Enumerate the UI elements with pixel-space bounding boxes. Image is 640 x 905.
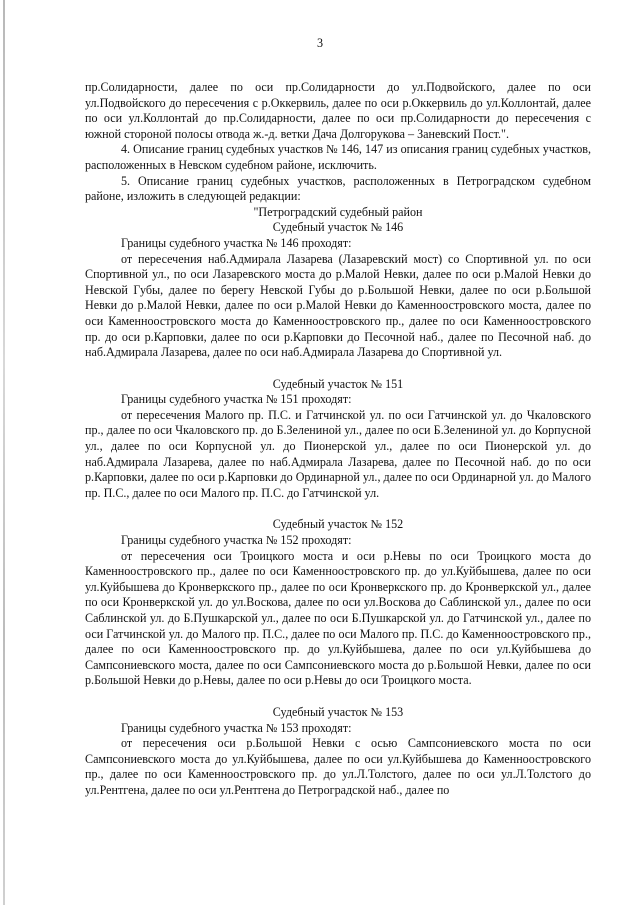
section-heading: Судебный участок № 146 [272, 220, 404, 235]
page-number: 3 [316, 36, 324, 50]
section-gap [85, 501, 591, 517]
paragraph: от пересечения наб.Адмирала Лазарева (Лазаревский мост) со Спортивной ул. по оси Спортивной ул., по оси Лазаревского моста до р.Малой Невки, далее по оси р.Малой Невки до Невской Губы, далее по берегу Невской Губы до р.Большой Невки, далее по оси р.Большой Невки до р.Малой Невки, далее по оси р.Малой Невки до Каменноостровского моста, далее по оси Каменноостровского моста до Каменноостровского пр., далее по оси Каменноостровского пр. до оси р.Карповки, далее по оси р.Карповки до Песочной наб., далее по Песочной наб. до наб.Адмирала Лазарева, далее по оси наб.Адмирала Лазарева до Спортивной ул. [85, 251, 591, 360]
document-body [85, 80, 591, 799]
section-gap [85, 361, 591, 377]
paragraph: от пересечения Малого пр. П.С. и Гатчинской ул. по оси Гатчинской ул. до Чкаловского пр., далее по оси Чкаловского пр. до Б.Зелениной ул., далее по оси Б.Зелениной ул. до Корпусной ул., далее по оси Корпусной ул. до Пионерской ул., далее по оси Пионерской ул. до наб.Адмирала Лазарева, далее по наб.Адмирала Лазарева, далее по Песочной наб. до по оси р.Карповки, далее по оси р.Карповки до Ординарной ул., далее по оси Ординарной ул. до Малого пр. П.С., далее по оси Малого пр. П.С. до Гатчинской ул. [85, 407, 591, 500]
section-heading: Судебный участок № 153 [272, 704, 404, 719]
paragraph: пр.Солидарности, далее по оси пр.Солидарности до ул.Подвойского, далее по оси ул.Подвойского до пересечения с р.Оккервиль, далее по оси р.Оккервиль до ул.Коллонтай, далее по оси ул.Коллонтай до пр.Солидарности, далее по оси пр.Солидарности до пересечения с южной стороной полосы отвода ж.-д. ветки Дача Долгорукова – Заневский Пост.". [85, 80, 591, 141]
paragraph: Границы судебного участка № 152 проходят: [121, 533, 352, 548]
section-heading: "Петроградский судебный район [253, 204, 423, 219]
paragraph: Границы судебного участка № 146 проходят: [121, 235, 352, 250]
paragraph: 5. Описание границ судебных участков, расположенных в Петроградском судебном районе, изложить в следующей редакции: [85, 173, 591, 204]
section-heading: Судебный участок № 151 [272, 376, 404, 391]
scan-left-edge [3, 0, 5, 905]
paragraph: Границы судебного участка № 151 проходят: [121, 392, 352, 407]
section-heading: Судебный участок № 152 [272, 517, 404, 532]
section-gap [85, 689, 591, 705]
paragraph: 4. Описание границ судебных участков № 146, 147 из описания границ судебных участков, расположенных в Невском судебном районе, исключить. [85, 142, 591, 172]
paragraph: от пересечения оси Троицкого моста и оси р.Невы по оси Троицкого моста до Каменноостровского пр., далее по оси Каменноостровского пр. до ул.Куйбышева, далее по оси ул.Куйбышева до Кронверкского пр., далее по оси Кронверкского пр. до Кронверкской ул., далее по оси Кронверкской ул. до ул.Воскова, далее по оси ул.Воскова до Саблинской ул., далее по оси Саблинской ул. до Б.Пушкарской ул., далее по оси Б.Пушкарской ул. до Гатчинской ул., далее по оси Гатчинской ул. до Малого пр. П.С., далее по оси Малого пр. П.С. до Каменноостровского пр., далее по оси Каменноостровского пр. до ул.Куйбышева, далее по оси ул.Куйбышева до Сампсониевского моста, далее по оси Сампсониевского моста до р.Большой Невки, далее по оси р.Большой Невки до р.Невы, далее по оси р.Невы до оси Троицкого моста. [85, 548, 591, 688]
paragraph: Границы судебного участка № 153 проходят: [121, 720, 352, 735]
paragraph: от пересечения оси р.Большой Невки с осью Сампсониевского моста по оси Сампсониевского моста до ул.Куйбышева, далее по оси ул.Куйбышева до Каменноостровского пр., далее по оси Каменноостровского пр. до ул.Л.Толстого, далее по оси ул.Л.Толстого до ул.Рентгена, далее по оси ул.Рентгена до Петроградской наб., далее по [85, 736, 591, 797]
